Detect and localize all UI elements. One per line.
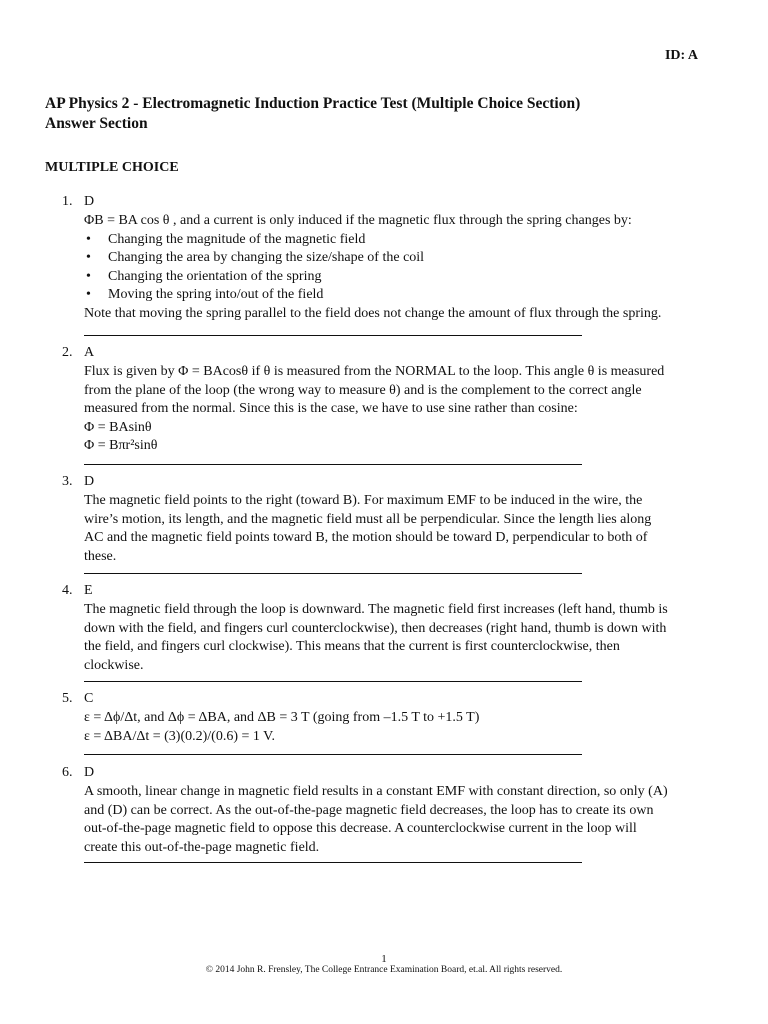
divider [84,681,582,682]
equation-line: ε = ΔBA/Δt = (3)(0.2)/(0.6) = 1 V. [84,728,275,744]
answer-letter: D [84,765,95,780]
explanation-line: these. [84,548,117,564]
divider [84,464,582,465]
question-number: 2. [62,345,73,360]
divider [84,573,582,574]
explanation-line: out-of-the-page magnetic field to oppose this decrease. A counterclockwise current in the loop will [84,821,637,837]
explanation-line: down with the field, and fingers curl counterclockwise), then decreases (right hand, thumb is down with [84,620,667,636]
question-number: 4. [62,583,73,598]
explanation-line: The magnetic field points to the right (toward B). For maximum EMF to be induced in the wire, the [84,493,643,508]
copyright-notice: © 2014 John R. Frensley, The College Entrance Examination Board, et.al. All rights reserved. [205,965,563,975]
equation-line: ε = Δϕ/Δt, and Δϕ = ΔBA, and ΔB = 3 T (going from –1.5 T to +1.5 T) [84,710,480,725]
answer-letter: E [84,583,93,598]
divider [84,754,582,755]
explanation [84,492,716,566]
explanation-intro: ΦB = BA cos θ , and a current is only induced if the magnetic flux through the spring changes by: [84,213,632,228]
question-number: 5. [62,691,73,706]
document-id: ID: A [664,48,698,63]
explanation-line: wire’s motion, its length, and the magnetic field must all be perpendicular. Since the length lies along [84,511,652,527]
bullet-list [84,231,716,305]
explanation-line: from the plane of the loop (the wrong way to measure θ) and is the complement to the correct angle [84,382,642,398]
equation-line: Φ = Bπr²sinθ [84,438,158,454]
title-line-2: Answer Section [45,115,148,132]
explanation [84,601,716,675]
explanation-line: Flux is given by Φ = BAcosθ if θ is measured from the NORMAL to the loop. This angle θ is measured [84,364,665,379]
answer-letter: D [84,194,95,209]
answer-letter: A [84,345,95,360]
answer-letter: D [84,474,95,489]
divider [84,862,582,863]
question-number: 6. [62,765,73,780]
explanation [84,212,716,324]
bullet-item: • Moving the spring into/out of the field [84,286,716,305]
bullet-item: • Changing the area by changing the size/shape of the coil [84,249,716,268]
explanation-line: measured from the normal. Since this is the case, we have to use sine rather than cosine: [84,401,578,417]
explanation-line: and (D) can be correct. As the out-of-the-page magnetic field decreases, the loop has to create its own [84,802,654,818]
section-heading: MULTIPLE CHOICE [45,160,179,175]
question-number: 3. [62,474,73,489]
explanation [84,709,716,746]
explanation [84,783,716,857]
explanation-line: the field, and fingers curl clockwise). This means that the current is first counterclockwise, then [84,639,620,655]
explanation-line: The magnetic field through the loop is downward. The magnetic field first increases (left hand, thumb is [84,602,668,617]
equation-line: Φ = BAsinθ [84,419,152,435]
answer-letter: C [84,691,94,706]
page-number: 1 [381,953,387,965]
explanation-line: AC and the magnetic field points toward B, the motion should be toward D, perpendicular to both of [84,530,648,546]
bullet-item: • Changing the magnitude of the magnetic field [84,231,716,250]
explanation-note: Note that moving the spring parallel to the field does not change the amount of flux through the spring. [84,305,662,321]
title-line-1: AP Physics 2 - Electromagnetic Induction Practice Test (Multiple Choice Section) [45,95,581,112]
explanation-line: create this out-of-the-page magnetic field. [84,839,320,855]
explanation [84,363,716,456]
question-number: 1. [62,194,73,209]
divider [84,335,582,336]
explanation-line: clockwise. [84,657,144,673]
explanation-line: A smooth, linear change in magnetic field results in a constant EMF with constant direction, so only (A) [84,784,668,799]
bullet-item: • Changing the orientation of the spring [84,268,716,287]
document-title [45,94,580,134]
